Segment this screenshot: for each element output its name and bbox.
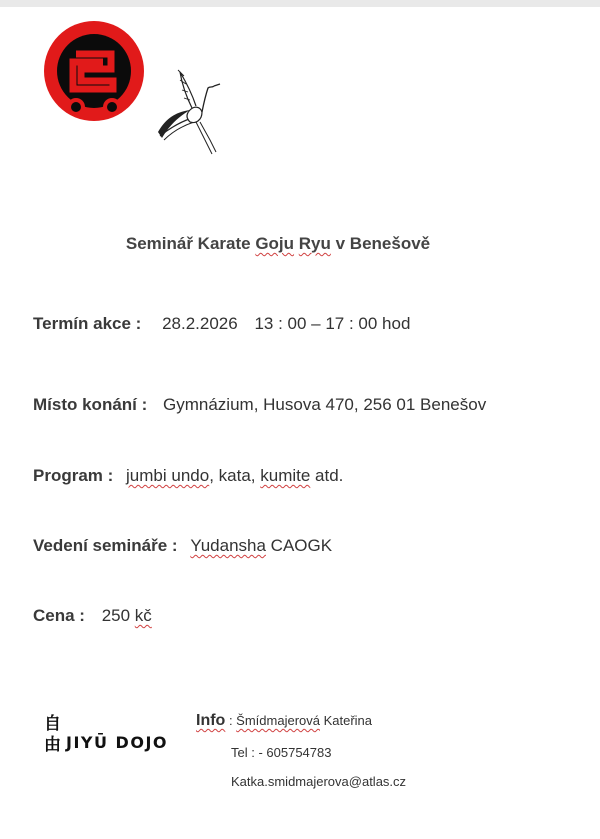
cena-value [102, 606, 152, 625]
info-email: Katka.smidmajerova@atlas.cz [231, 774, 407, 789]
seminar-title [0, 234, 556, 254]
cena-label: Cena : [33, 606, 85, 625]
dojo-kanji [44, 714, 61, 756]
kanji-top: 自 [44, 714, 61, 734]
program-value [126, 466, 343, 485]
misto-row [33, 395, 486, 415]
termin-row [33, 314, 410, 334]
program-row [33, 466, 343, 486]
vedeni-label: Vedení semináře : [33, 536, 178, 555]
info-firstname: Kateřina [319, 713, 373, 728]
program-end: atd. [310, 466, 344, 485]
misto-label: Místo konání : [33, 395, 148, 414]
program-label: Program : [33, 466, 114, 485]
title-goju: Goju [255, 234, 295, 253]
vedeni-yudansha: Yudansha [190, 536, 266, 555]
info-telephone: Tel : - 605754783 [231, 745, 332, 760]
termin-date: 28.2.2026 [162, 314, 238, 333]
info-line [196, 712, 372, 730]
termin-time: 13 : 00 – 17 : 00 hod [254, 314, 411, 333]
title-suffix: v Benešově [330, 234, 431, 253]
program-jumbi: jumbi undo [126, 466, 210, 485]
program-mid: , kata, [209, 466, 261, 485]
cena-amount: 250 [101, 606, 135, 625]
cena-currency: kč [134, 606, 152, 625]
termin-label: Termín akce : [33, 314, 142, 333]
title-ryu: Ryu [298, 234, 331, 253]
misto-value: Gymnázium, Husova 470, 256 01 Benešov [163, 395, 487, 414]
info-sep: : [225, 713, 237, 728]
cena-row [33, 606, 152, 626]
info-surname: Šmídmajerová [236, 713, 320, 728]
top-bar [0, 0, 600, 7]
title-prefix: Seminář Karate [125, 234, 256, 253]
kanji-bottom: 由 [44, 735, 61, 755]
dojo-name: JIYŪ DOJO [66, 733, 168, 752]
vedeni-value [190, 536, 332, 555]
crane-drawing [156, 66, 222, 156]
vedeni-row [33, 536, 332, 556]
info-label: Info [196, 712, 226, 729]
karate-club-logo [43, 20, 145, 122]
vedeni-rest: CAOGK [265, 536, 333, 555]
program-kumite: kumite [260, 466, 311, 485]
